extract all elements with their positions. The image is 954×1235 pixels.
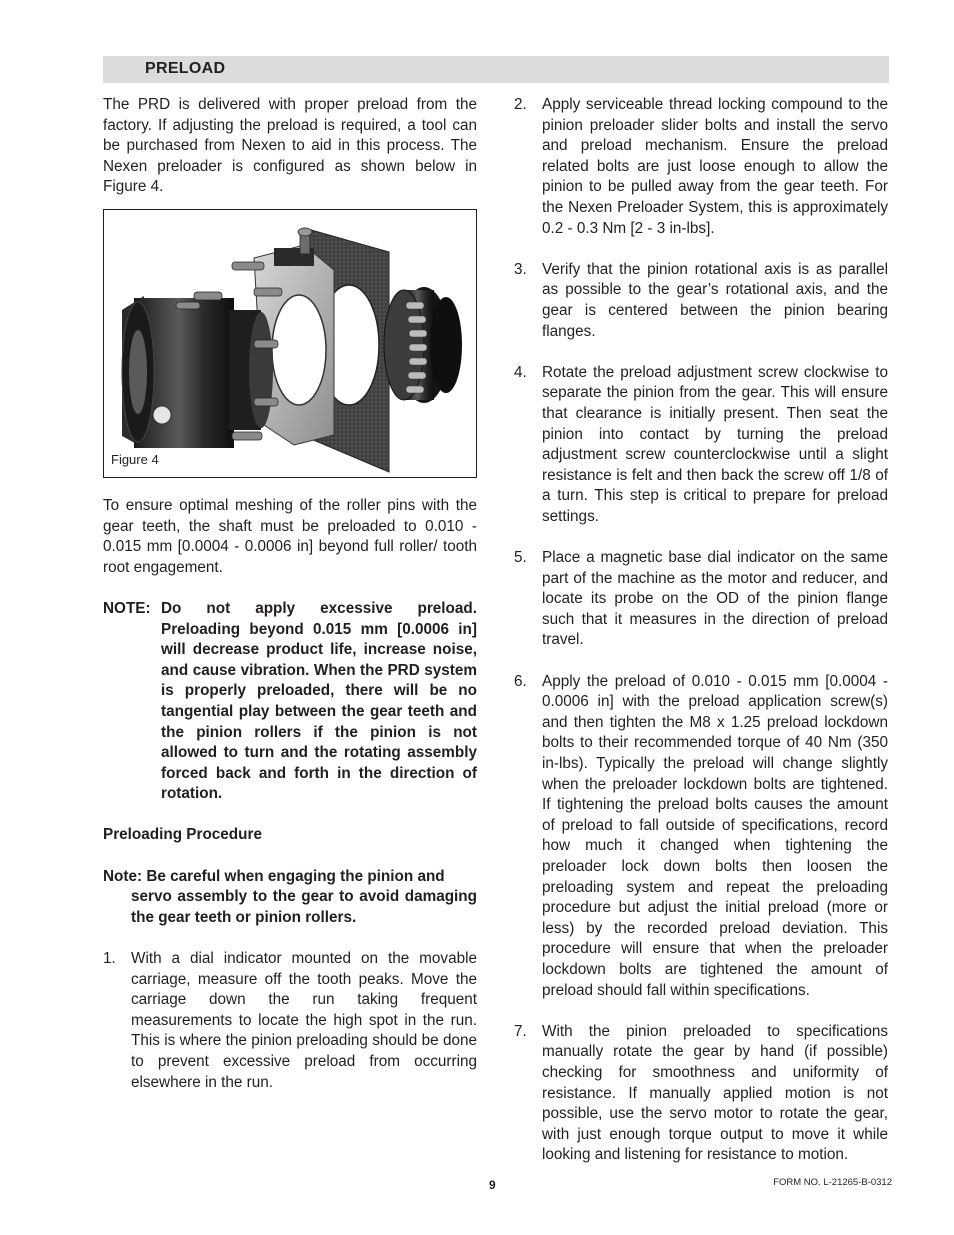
caution-note-first-line: Note: Be careful when engaging the pinion and: [103, 867, 445, 885]
procedure-step-2: [514, 95, 888, 239]
note-label: NOTE:: [103, 599, 151, 617]
procedure-step-6: [514, 672, 888, 1002]
step-number: 7.: [514, 1022, 527, 1040]
step-text: Rotate the preload adjustment screw clockwise to separate the pinion from the gear. This will ensure that clearance is initially present. Then seat the pinion into contact by turning the preload adjustment screw counterclockwise until a slight resistance is felt and then back the screw off 1/8 of a turn. This step is critical to prepare for preload settings.: [542, 363, 888, 525]
step-text: Verify that the pinion rotational axis is as parallel as possible to the gear’s rotational axis, and the gear is centered between the pinion bearing flanges.: [542, 260, 888, 340]
caution-note-continuation: servo assembly to the gear to avoid damaging the gear teeth or pinion rollers.: [131, 888, 477, 926]
step-text: Apply serviceable thread locking compound to the pinion preloader slider bolts and install the servo and preload mechanism. Ensure the preload related bolts are just loose enough to allow the pinion to be pulled away from the gear teeth. For the Nexen Preloader System, this is approximately 0.2 - 0.3 Nm [2 - 3 in-lbs].: [542, 96, 888, 237]
procedure-step-3: [514, 260, 888, 342]
step-number: 1.: [103, 950, 116, 968]
section-title: PRELOAD: [145, 60, 226, 77]
left-column: [103, 95, 477, 1093]
form-number: FORM NO. L-21265-B-0312: [773, 1177, 892, 1188]
page-number: 9: [489, 1178, 496, 1192]
step-number: 4.: [514, 363, 527, 381]
step-number: 2.: [514, 96, 527, 113]
figure-caption: Figure 4: [111, 452, 159, 468]
step-text: With the pinion preloaded to specifications manually rotate the gear by hand (if possible) checking for smoothness and uniformity of resistance. If manually applied motion is not possible, use the servo motor to rotate the gear, with just enough torque output to move it while looking and listening for resistance to motion.: [542, 1022, 888, 1164]
intro-paragraph: The PRD is delivered with proper preload from the factory. If adjusting the preload is required, a tool can be purchased from Nexen to aid in this process. The Nexen preloader is configured as shown below in Figure 4.: [103, 96, 477, 196]
caution-note: [103, 867, 477, 929]
figure-4: [103, 209, 477, 478]
right-column: [514, 95, 888, 1166]
preloading-procedure-heading: Preloading Procedure: [103, 826, 262, 844]
preloader-assembly-illustration: [104, 210, 476, 477]
step-number: 6.: [514, 672, 527, 690]
procedure-step-4: [514, 363, 888, 528]
procedure-step-5: [514, 548, 888, 651]
meshing-paragraph: To ensure optimal meshing of the roller pins with the gear teeth, the shaft must be preloaded to 0.010 - 0.015 mm [0.0004 - 0.0006 in] beyond full roller/ tooth root engagement.: [103, 496, 477, 576]
note-text: Do not apply excessive preload. Preloading beyond 0.015 mm [0.0006 in] will decrease product life, increase noise, and cause vibration. When the PRD system is properly preloaded, there will be no tangential play between the gear teeth and the pinion rollers if the pinion is not allowed to turn and the rotating assembly forced back and forth in the direction of rotation.: [161, 599, 477, 803]
step-text: Place a magnetic base dial indicator on the same part of the machine as the motor and reducer, and locate its probe on the OD of the pinion flange such that it measures in the direction of preload travel.: [542, 549, 888, 649]
section-header-bar: [103, 56, 889, 83]
procedure-step-1: [103, 949, 477, 1093]
step-number: 5.: [514, 549, 527, 567]
step-text: With a dial indicator mounted on the movable carriage, measure off the tooth peaks. Move the carriage down the run taking frequent measurements to locate the high spot in the run. This is where the pinion preloading should be done to prevent excessive preload from occurring elsewhere in the run.: [131, 950, 477, 1091]
procedure-step-7: [514, 1022, 888, 1166]
preload-warning-note: [103, 599, 477, 805]
step-number: 3.: [514, 260, 527, 278]
step-text: Apply the preload of 0.010 - 0.015 mm [0.0004 - 0.0006 in] with the preload application screw(s) and then tighten the M8 x 1.25 preload lockdown bolts to their recommended torque of 40 Nm (350 in-lbs). Typically the preload will change slightly when the preloader lockdown bolts are tightened. If tightening the preload bolts causes the amount of preload to fall outside of specifications, record how much it changed when tightening the preloader lock down bolts then loosen the preloading system and repeat the preloading procedure but adjust the initial preload (more or less) by the recorded preload deviation. This procedure will ensure that when the preloader lockdown bolts are tightened the amount of preload should fall within specifications.: [542, 672, 888, 999]
